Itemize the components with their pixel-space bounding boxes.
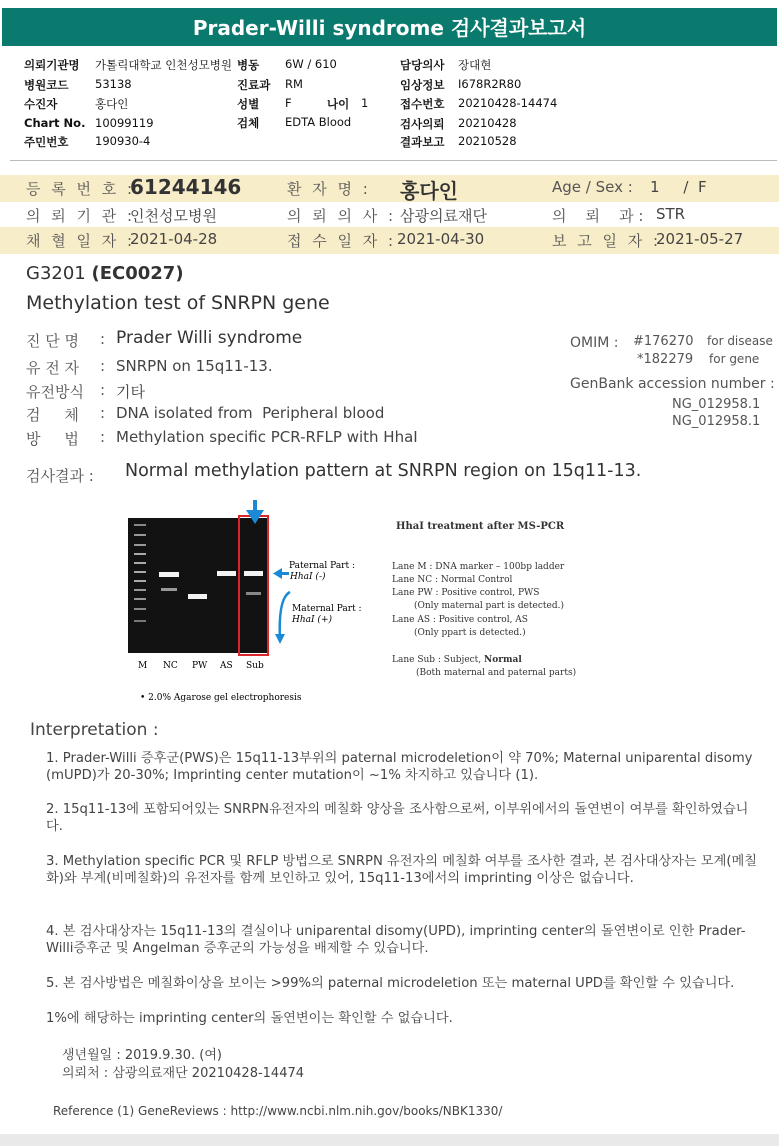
req-doc-label: 의 뢰 의 사 : [287, 207, 397, 225]
header-value-report: 20210528 [458, 134, 517, 148]
header-value-clinical: I678R2R80 [458, 77, 522, 91]
info-value-specimen: DNA isolated from Peripheral blood [116, 404, 385, 422]
lane-label-as: AS [220, 661, 233, 671]
reg-label: 등 록 번 호 : [26, 180, 136, 198]
header-value-chart: 10099119 [95, 116, 154, 130]
info-value-method: Methylation specific PCR-RFLP with HhaI [116, 428, 418, 446]
collect-value: 2021-04-28 [130, 230, 218, 248]
result-text: Normal methylation pattern at SNRPN region on 15q11-13. [125, 461, 642, 481]
header-label-ward: 병동 [237, 58, 260, 72]
header-value-code: 53138 [95, 77, 132, 91]
header-value-receipt: 20210428-14474 [458, 96, 558, 110]
reg-value: 61244146 [130, 175, 242, 199]
header-label-report: 결과보고 [400, 135, 445, 149]
header-label-receipt: 접수번호 [400, 97, 445, 111]
info-sep-inheritance: : [100, 381, 106, 399]
header-value-request: 20210428 [458, 116, 517, 130]
receive-value: 2021-04-30 [397, 230, 485, 248]
info-sep-diagnosis: : [100, 330, 106, 348]
omim-disease-id: #176270 [633, 334, 694, 349]
legend-line-2: Lane NC : Normal Control [392, 575, 513, 585]
header-value-id: 190930-4 [95, 134, 151, 148]
header-label-sex: 성별 [237, 97, 260, 111]
paternal-sub: HhaI (-) [290, 572, 326, 582]
interp-item-3: 3. Methylation specific PCR 및 RFLP 방법으로 SNRPN 유전자의 메칠화 여부를 조사한 결과, 본 검사대상자는 모계(메칠화)와 부계(비메칠화)의 유전자를 함께 보인하고 있어, 15q11-13에서의 imprinting 이상은 없습니다. [46, 854, 757, 886]
legend-line-7: Lane Sub : Subject, Normal [392, 655, 522, 665]
omim-disease-label: for disease [707, 334, 773, 348]
header-label-hospital: 의뢰기관명 [24, 58, 80, 72]
omim-label: OMIM : [570, 335, 619, 351]
legend-line-5: Lane AS : Positive control, AS [392, 615, 528, 625]
test-name: Methylation test of SNRPN gene [26, 292, 330, 314]
gel-caption: • 2.0% Agarose gel electrophoresis [140, 693, 302, 703]
header-value-ward: 6W / 610 [285, 57, 337, 71]
header-value-specimen: EDTA Blood [285, 115, 352, 129]
lane-label-pw: PW [192, 661, 208, 671]
legend-line-6: (Only ppart is detected.) [414, 628, 526, 638]
lane-label-nc: NC [163, 661, 178, 671]
bottom-bar [0, 1134, 779, 1146]
header-label-dept: 진료과 [237, 78, 271, 92]
header-label-request: 검사의뢰 [400, 117, 445, 131]
header-value-hospital: 가톨릭대학교 인천성모병원 [95, 58, 232, 72]
arrow-down-small-icon [275, 634, 285, 644]
info-label-inheritance: 유전방식 [26, 383, 84, 401]
test-code: G3201 (EC0027) [26, 263, 184, 284]
band-sub-maternal [246, 592, 261, 595]
age-sex-value: 1 / F [650, 178, 707, 196]
header-value-doctor: 장대현 [458, 58, 492, 72]
interp-item-5: 5. 본 검사방법은 메칠화이상을 보이는 >99%의 paternal microdeletion 또는 maternal UPD를 확인할 수 있습니다. [46, 976, 735, 991]
lane-label-m: M [138, 661, 148, 671]
legend-title: HhaI treatment after MS-PCR [396, 521, 565, 532]
legend-line-8: (Both maternal and paternal parts) [416, 668, 577, 678]
omim-gene-label: for gene [709, 352, 760, 366]
req-doc-value: 삼광의료재단 [400, 207, 487, 225]
patient-box [0, 165, 779, 257]
omim-gene-id: *182279 [637, 352, 694, 367]
interp-item-4: 4. 본 검사대상자는 15q11-13의 결실이나 uniparental disomy(UPD), imprinting center의 돌연변이로 인한 Prader-Willi증후군 및 Angelman 증후군의 가능성을 배제할 수 있습니다. [46, 924, 746, 956]
info-sep-gene: : [100, 357, 106, 375]
legend-line-4: (Only maternal part is detected.) [414, 601, 564, 611]
birth-date: 생년월일 : 2019.9.30. (여) [62, 1048, 223, 1063]
maternal-sub: HhaI (+) [292, 615, 332, 625]
band-sub-paternal [244, 571, 263, 576]
interp-item-2: 2. 15q11-13에 포함되어있는 SNRPN유전자의 메칠화 양상을 조사함으로써, 이부위에서의 돌연변이 여부를 확인하였습니다. [46, 802, 749, 834]
header-value-patient: 홍다인 [95, 97, 129, 111]
header-label-specimen: 검체 [237, 116, 260, 130]
header-value-dept: RM [285, 77, 303, 91]
header-value-age: 1 [361, 96, 369, 110]
result-label: 검사결과 : [26, 467, 94, 485]
band-nc-lower [161, 588, 177, 591]
maternal-label: Maternal Part : [292, 604, 362, 614]
interpretation-heading: Interpretation : [30, 720, 159, 740]
header-label-id: 주민번호 [24, 135, 69, 149]
interp-item-1: 1. Prader-Willi 증후군(PWS)은 15q11-13부위의 paternal microdeletion이 약 70%; Maternal uniparental disomy (mUPD)가 20-30%; Imprinting center mutation이 ~1% 차지하고 있습니다 (1). [46, 751, 753, 783]
report-title: Prader-Willi syndrome 검사결과보고서 [2, 8, 777, 46]
req-dept-label: 의 뢰 과 : [552, 207, 644, 225]
header-label-code: 병원코드 [24, 78, 69, 92]
report-value: 2021-05-27 [656, 230, 744, 248]
arrow-left-icon [273, 568, 289, 579]
maternal-bracket [280, 592, 290, 640]
band-pw [188, 594, 207, 599]
info-value-diagnosis: Prader Willi syndrome [116, 328, 303, 348]
req-org-label: 의 뢰 기 관 : [26, 207, 136, 225]
patient-name-value: 홍다인 [400, 179, 458, 203]
req-org-value: 인천성모병원 [130, 207, 217, 225]
header-label-age: 나이 [327, 97, 350, 111]
req-dept-value: STR [656, 205, 686, 223]
interp-item-6: 1%에 해당하는 imprinting center의 돌연변이는 확인할 수 없습니다. [46, 1011, 453, 1026]
genbank-id-1: NG_012958.1 [672, 397, 761, 412]
collect-label: 채 혈 일 자 : [26, 232, 136, 250]
reference: Reference (1) GeneReviews : http://www.ncbi.nlm.nih.gov/books/NBK1330/ [53, 1104, 503, 1118]
info-label-method: 방 법 [26, 430, 79, 448]
paternal-label: Paternal Part : [289, 561, 355, 571]
info-sep-method: : [100, 428, 106, 446]
legend-line-1: Lane M : DNA marker – 100bp ladder [392, 562, 565, 572]
band-as [217, 571, 236, 576]
genbank-id-2: NG_012958.1 [672, 414, 761, 429]
age-sex-label: Age / Sex : [552, 178, 633, 196]
report-label: 보 고 일 자 : [552, 232, 662, 250]
band-nc-upper [159, 572, 179, 577]
info-label-specimen: 검 체 [26, 406, 79, 424]
header-label-chart: Chart No. [24, 116, 86, 130]
genbank-label: GenBank accession number : [570, 376, 775, 392]
info-value-inheritance: 기타 [116, 383, 145, 401]
header-label-clinical: 임상정보 [400, 78, 445, 92]
receive-label: 접 수 일 자 : [287, 232, 397, 250]
header-label-patient: 수진자 [24, 97, 58, 111]
info-label-gene: 유 전 자 [26, 359, 80, 377]
requester: 의뢰처 : 삼광의료재단 20210428-14474 [62, 1066, 305, 1081]
header-divider [10, 160, 777, 161]
info-sep-specimen: : [100, 404, 106, 422]
gel-background [128, 518, 268, 653]
info-value-gene: SNRPN on 15q11-13. [116, 357, 273, 375]
lane-label-sub: Sub [246, 661, 264, 671]
header-label-doctor: 담당의사 [400, 58, 445, 72]
legend-line-3: Lane PW : Positive control, PWS [392, 588, 540, 598]
info-label-diagnosis: 진 단 명 [26, 332, 80, 350]
patient-name-label: 환 자 명 : [287, 180, 371, 198]
header-value-sex: F [285, 96, 292, 110]
